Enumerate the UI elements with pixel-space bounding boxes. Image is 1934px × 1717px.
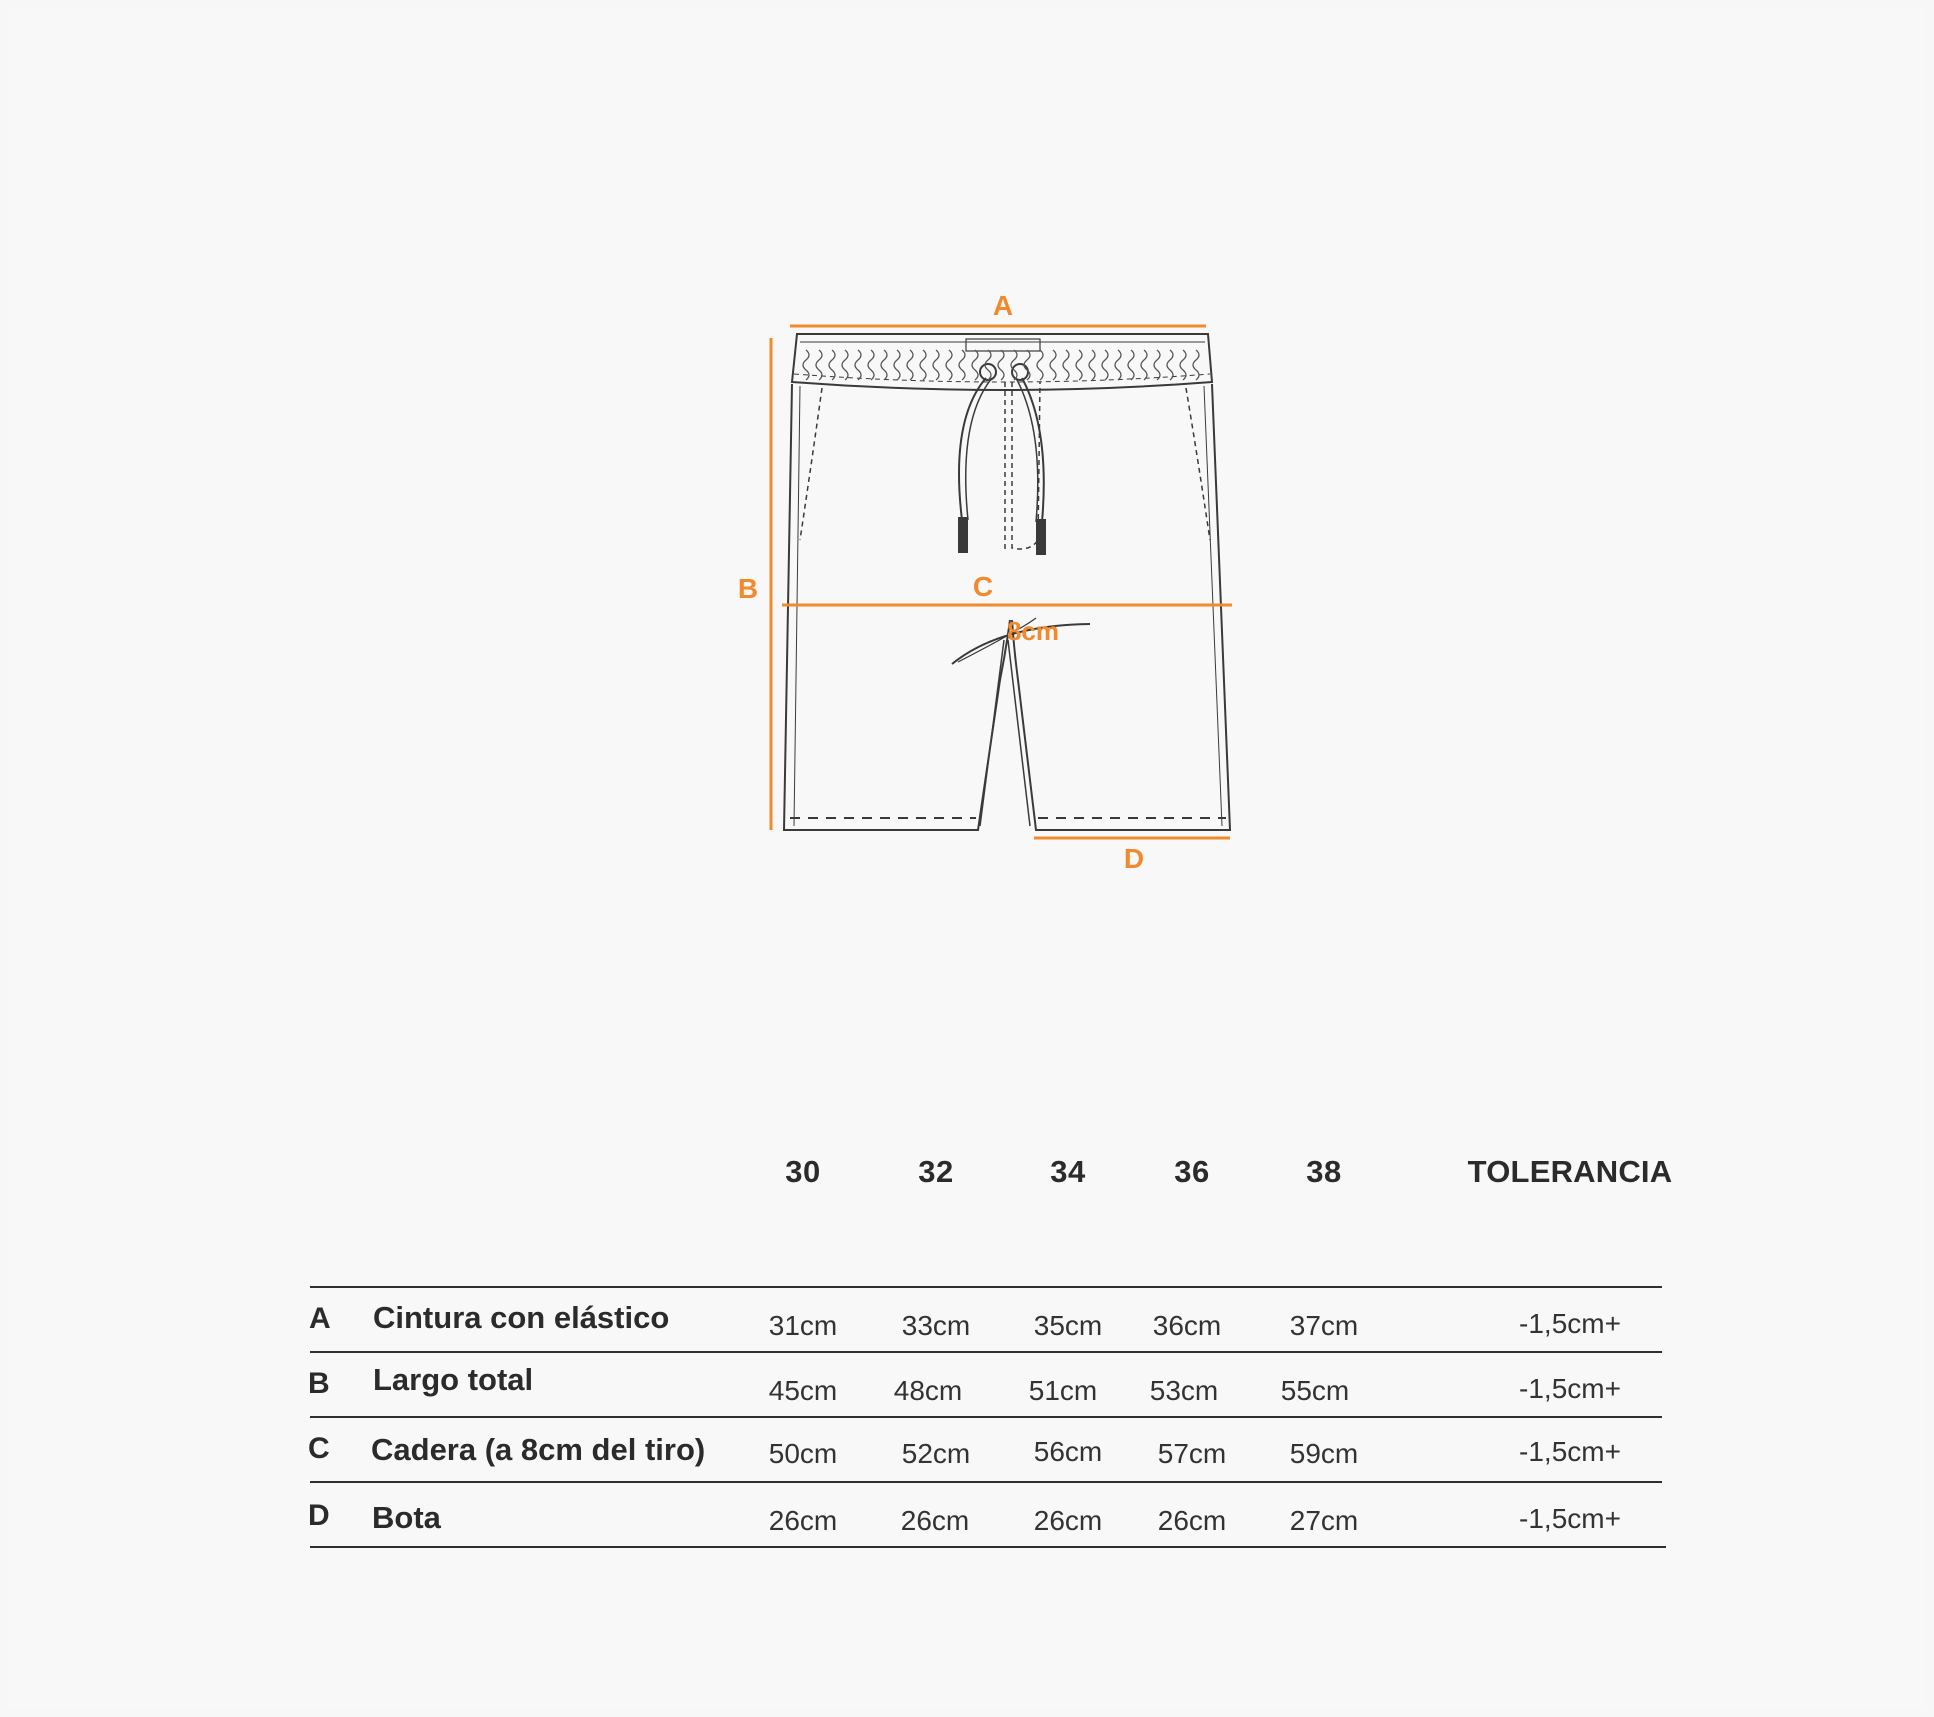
row-a-tolerance: -1,5cm+ (1519, 1308, 1621, 1339)
measure-a-label: A (992, 290, 1014, 321)
waistband-wave (803, 350, 809, 380)
row-d-value-32: 26cm (900, 1505, 970, 1536)
size-header-30: 30 (785, 1154, 821, 1189)
waistband-pattern (803, 350, 1199, 380)
waistband-wave (1063, 350, 1069, 380)
measure-d-label: D (1123, 843, 1145, 874)
row-a-value-34: 35cm (1033, 1310, 1103, 1341)
row-d-name: Bota (372, 1500, 441, 1535)
row-d-value-38: 27cm (1289, 1505, 1359, 1536)
row-a-key: A (309, 1302, 331, 1335)
measurement-lines (771, 326, 1232, 838)
waistband-wave (946, 350, 952, 380)
size-header-38: 38 (1306, 1154, 1342, 1189)
waistband-wave (1154, 350, 1160, 380)
waistband-wave (894, 350, 900, 380)
row-b-value-34: 51cm (1028, 1375, 1098, 1406)
waistband-wave (1102, 350, 1108, 380)
row-c-value-30: 50cm (768, 1438, 838, 1469)
right-pocket (1186, 388, 1210, 540)
waistband-wave (1037, 350, 1043, 380)
size-header-32: 32 (918, 1154, 954, 1189)
row-d-key: D (308, 1499, 330, 1532)
waistband-wave (998, 350, 1004, 380)
tolerance-header: TOLERANCIA (1467, 1154, 1673, 1189)
waistband-wave (959, 350, 965, 380)
row-c-value-36: 57cm (1157, 1438, 1227, 1469)
waistband-wave (972, 350, 978, 380)
waistband-wave (920, 350, 926, 380)
row-c-value-38: 59cm (1289, 1438, 1359, 1469)
row-b-value-32: 48cm (893, 1375, 963, 1406)
row-d-value-34: 26cm (1033, 1505, 1103, 1536)
row-b-value-36: 53cm (1149, 1375, 1219, 1406)
size-header-34: 34 (1050, 1154, 1086, 1189)
waistband-wave (842, 350, 848, 380)
offset-label: 8cm (1006, 616, 1060, 646)
row-c-tolerance: -1,5cm+ (1519, 1436, 1621, 1467)
waistband-wave (1089, 350, 1095, 380)
row-b-value-38: 55cm (1280, 1375, 1350, 1406)
waistband-wave (855, 350, 861, 380)
row-a-value-38: 37cm (1289, 1310, 1359, 1341)
size-header-36: 36 (1174, 1154, 1210, 1189)
row-b-key: B (308, 1367, 330, 1400)
row-d-tolerance: -1,5cm+ (1519, 1503, 1621, 1534)
waistband-wave (868, 350, 874, 380)
waist-tag (966, 339, 1040, 351)
waistband-wave (1167, 350, 1173, 380)
waistband-wave (881, 350, 887, 380)
waistband-wave (907, 350, 913, 380)
waistband-wave (1076, 350, 1082, 380)
row-a-name: Cintura con elástico (373, 1300, 670, 1335)
row-c-name: Cadera (a 8cm del tiro) (371, 1432, 706, 1467)
waistband-wave (1141, 350, 1147, 380)
waistband-wave (829, 350, 835, 380)
row-c-value-34: 56cm (1033, 1436, 1103, 1467)
aglet-right (1037, 520, 1045, 554)
row-d-value-36: 26cm (1157, 1505, 1227, 1536)
left-leg (784, 384, 1010, 830)
row-b-name: Largo total (373, 1362, 534, 1397)
row-c-key: C (308, 1432, 330, 1465)
measure-b-label: B (737, 573, 759, 604)
drawstring-left (959, 378, 986, 520)
drawstring-eyelet-right (1012, 364, 1028, 380)
aglet-left (959, 518, 967, 552)
row-a-value-32: 33cm (901, 1310, 971, 1341)
waistband-wave (1115, 350, 1121, 380)
shorts-outline (784, 334, 1230, 830)
measure-c-label: C (972, 571, 994, 602)
row-b-tolerance: -1,5cm+ (1519, 1373, 1621, 1404)
waistband-wave (1128, 350, 1134, 380)
row-d-value-30: 26cm (768, 1505, 838, 1536)
drawstring-eyelet-left (980, 364, 996, 380)
row-a-value-36: 36cm (1152, 1310, 1222, 1341)
row-a-value-30: 31cm (768, 1310, 838, 1341)
waistband-wave (1050, 350, 1056, 380)
row-b-value-30: 45cm (768, 1375, 838, 1406)
right-leg (1012, 384, 1230, 830)
row-c-value-32: 52cm (901, 1438, 971, 1469)
waistband-wave (933, 350, 939, 380)
left-pocket (800, 388, 822, 540)
